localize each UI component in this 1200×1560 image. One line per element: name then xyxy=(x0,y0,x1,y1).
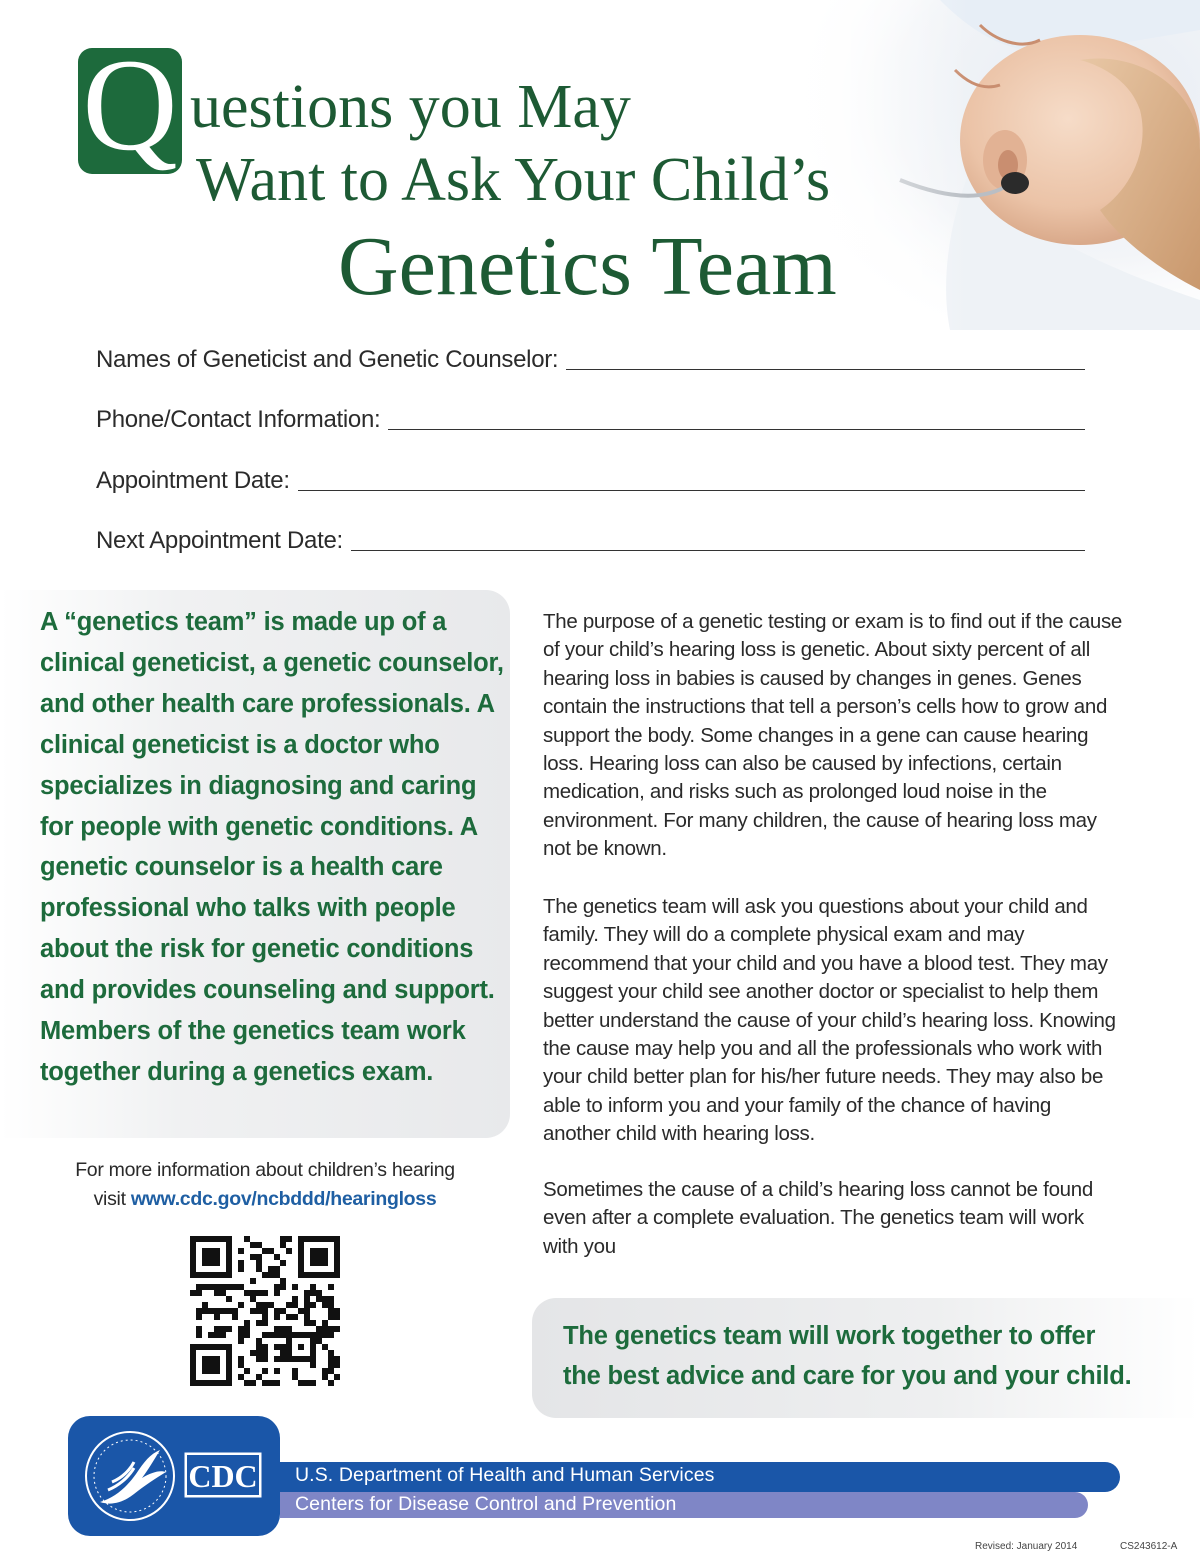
cdc-logo-text: CDC xyxy=(188,1458,258,1494)
fill-in-line-appointment[interactable] xyxy=(298,490,1085,491)
more-info-block xyxy=(40,1156,490,1214)
callout-line-1: The genetics team will work together to offer xyxy=(563,1322,1096,1350)
publication-code: CS243612-A xyxy=(1120,1541,1178,1552)
title-line-3: Genetics Team xyxy=(338,220,837,313)
callout-text xyxy=(563,1316,1183,1396)
hearing-loss-link[interactable]: www.cdc.gov/ncbddd/hearingloss xyxy=(130,1188,437,1210)
form-row-next-appointment[interactable] xyxy=(96,521,1085,555)
genetics-team-definition-text: A “genetics team” is made up of a clinical geneticist, a genetic counselor, and other health care professionals. A clinical geneticist is a doctor who specializes in diagnosing and caring for people with genetic conditions. A genetic counselor is a health care professional who talks with people about the risk for genetic conditions and provides counseling and support. Members of the genetics team work together during a genetics exam. xyxy=(40,608,504,1086)
form-row-names[interactable] xyxy=(96,340,1085,374)
qr-code-icon[interactable] xyxy=(190,1236,340,1386)
title-line-1: uestions you May xyxy=(190,73,631,141)
callout-line-2: the best advice and care for you and your child. xyxy=(563,1362,1132,1390)
form-row-appointment[interactable] xyxy=(96,461,1085,495)
title-line-2: Want to Ask Your Child’s xyxy=(196,146,831,214)
cdc-name-text: Centers for Disease Control and Prevention xyxy=(295,1493,677,1515)
hhs-name-text: U.S. Department of Health and Human Services xyxy=(295,1464,715,1486)
hhs-eagle-seal-icon xyxy=(74,1416,186,1536)
form-label-contact: Phone/Contact Information: xyxy=(96,406,381,433)
form-row-contact[interactable] xyxy=(96,400,1085,434)
cdc-logo-icon xyxy=(184,1452,262,1498)
fill-in-line-contact[interactable] xyxy=(388,429,1085,430)
form-label-names: Names of Geneticist and Genetic Counselor: xyxy=(96,346,559,373)
more-info-line-1: For more information about children’s hearing xyxy=(75,1159,455,1181)
body-paragraph-exam: The genetics team will ask you questions about your child and family. They will do a complete physical exam and may recommend that your child and you have a blood test. They may suggest your child see another doctor or specialist to help them better understand the cause of your child’s hearing loss. Knowing the cause may help you and all the professionals who work with your child better plan for his/her future needs. They may also be able to inform you and your family of the chance of having another child with hearing loss. xyxy=(543,895,1116,1146)
body-paragraph-purpose: The purpose of a genetic testing or exam is to find out if the cause of your child’s hearing loss is genetic. About sixty percent of all hearing loss in babies is caused by changes in genes. Genes contain the instructions that tell a person’s cells how to grow and support the body. Some changes in a gene can cause hearing loss. Hearing loss can also be caused by infections, certain medication, and risks such as prolonged loud noise in the environment. For many children, the cause of hearing loss may not be known. xyxy=(543,610,1123,861)
body-paragraph-unknown-cause: Sometimes the cause of a child’s hearing loss cannot be found even after a complete evaluation. The genetics team will work with you xyxy=(543,1178,1093,1258)
form-label-appointment: Appointment Date: xyxy=(96,467,290,494)
more-info-line-2 xyxy=(40,1185,490,1214)
fill-in-line-names[interactable] xyxy=(566,369,1085,370)
fill-in-line-next-appointment[interactable] xyxy=(351,550,1085,551)
revised-date: Revised: January 2014 xyxy=(975,1541,1078,1552)
baby-with-hearing-screener-photo xyxy=(780,0,1200,330)
more-info-visit: visit xyxy=(93,1188,131,1210)
form-label-next-appointment: Next Appointment Date: xyxy=(96,527,343,554)
title-initial-letter: Q xyxy=(82,31,178,178)
